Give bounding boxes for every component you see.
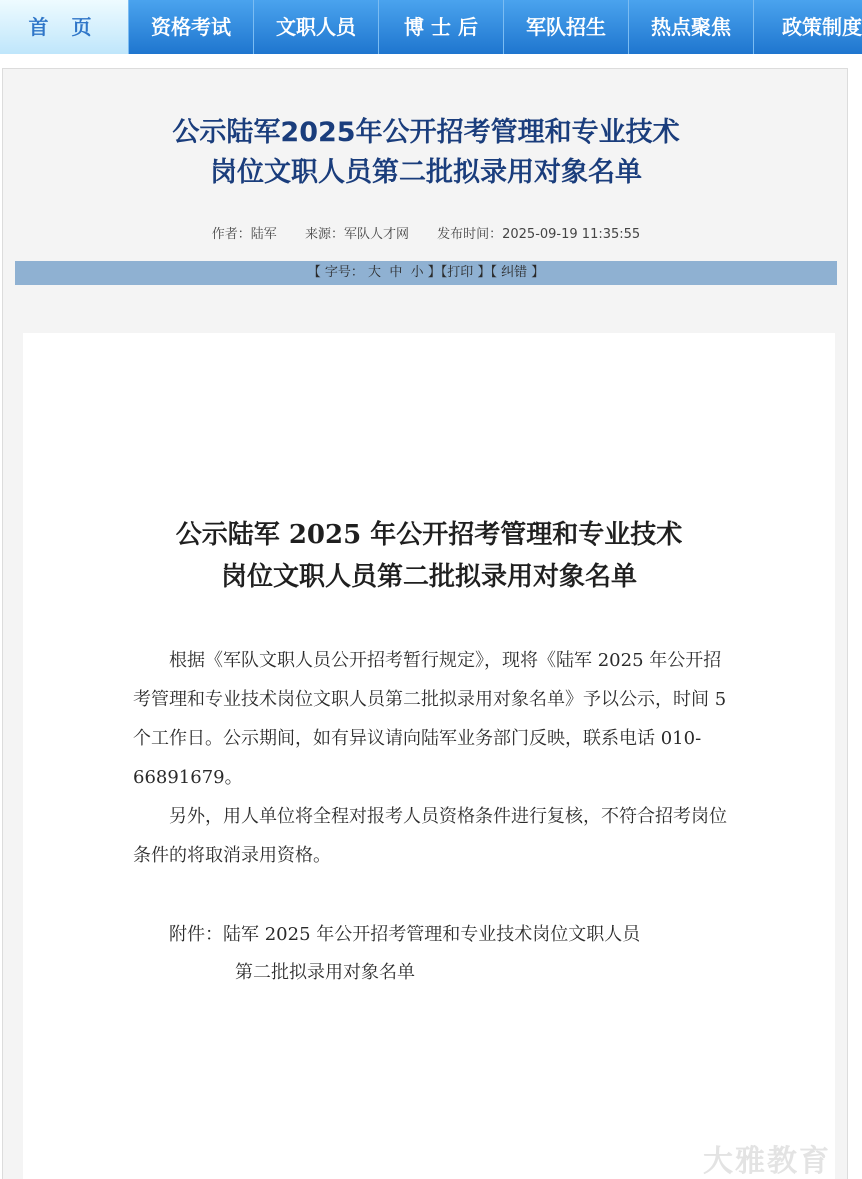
font-size-medium-link[interactable]: 中: [389, 265, 403, 280]
article-toolbar: [15, 261, 837, 285]
nav-home[interactable]: 首 页: [0, 0, 129, 54]
nav-postdoc[interactable]: 博 士 后: [379, 0, 504, 54]
article-author: 作者：陆军: [211, 227, 277, 242]
nav-military-enrollment[interactable]: 军队招生: [504, 0, 629, 54]
document-paragraph-2: 另外，用人单位将全程对报考人员资格条件进行复核，不符合招考岗位条件的将取消录用资格。: [133, 806, 727, 866]
toolbar-bracket: 】: [427, 265, 441, 280]
article-container: [2, 68, 848, 1179]
font-size-label: 字号：: [324, 265, 364, 280]
nav-policy[interactable]: 政策制度: [782, 15, 862, 39]
article-title-line1: 公示陆军2025年公开招考管理和专业技术: [172, 117, 680, 148]
article-title-line2: 岗位文职人员第二批拟录用对象名单: [210, 157, 642, 188]
font-size-large-link[interactable]: 大: [368, 265, 382, 280]
watermark-logo: 大雅教育: [703, 1144, 831, 1179]
report-error-link[interactable]: 纠错: [501, 265, 528, 280]
document-title-line2: 岗位文职人员第二批拟录用对象名单: [220, 562, 637, 592]
article-meta: [3, 223, 848, 242]
document-title: [23, 514, 835, 598]
document-attachment: [169, 916, 729, 992]
top-nav: [0, 0, 862, 54]
article-title: [3, 113, 848, 193]
article-source: 来源：军队人才网: [304, 227, 409, 242]
toolbar-bracket: 【: [440, 265, 448, 280]
nav-hot-topics[interactable]: 热点聚焦: [629, 0, 754, 54]
toolbar-bracket: 【: [490, 265, 497, 280]
font-size-small-link[interactable]: 小: [410, 265, 424, 280]
print-link[interactable]: 打印: [447, 265, 474, 280]
document-body: [133, 641, 733, 875]
article-publish-time: 发布时间：2025-09-19 11:35:55: [437, 227, 641, 242]
document-image: [23, 333, 835, 1179]
toolbar-bracket: 【: [307, 265, 321, 280]
toolbar-bracket: 】: [477, 265, 491, 280]
nav-civilian-staff[interactable]: 文职人员: [254, 0, 379, 54]
attachment-line1: 附件：陆军 2025 年公开招考管理和专业技术岗位文职人员: [169, 924, 641, 945]
nav-qualification-exam[interactable]: 资格考试: [129, 0, 254, 54]
attachment-line2: 第二批拟录用对象名单: [235, 962, 415, 983]
toolbar-bracket: 】: [531, 265, 545, 280]
document-paragraph-1: 根据《军队文职人员公开招考暂行规定》，现将《陆军 2025 年公开招考管理和专业技术岗位文职人员第二批拟录用对象名单》予以公示，时间 5 个工作日。公示期间，如有异议请向陆军业务部门反映，联系电话 010-66891679。: [133, 650, 727, 788]
document-title-line1: 公示陆军 2025 年公开招考管理和专业技术: [175, 520, 683, 550]
